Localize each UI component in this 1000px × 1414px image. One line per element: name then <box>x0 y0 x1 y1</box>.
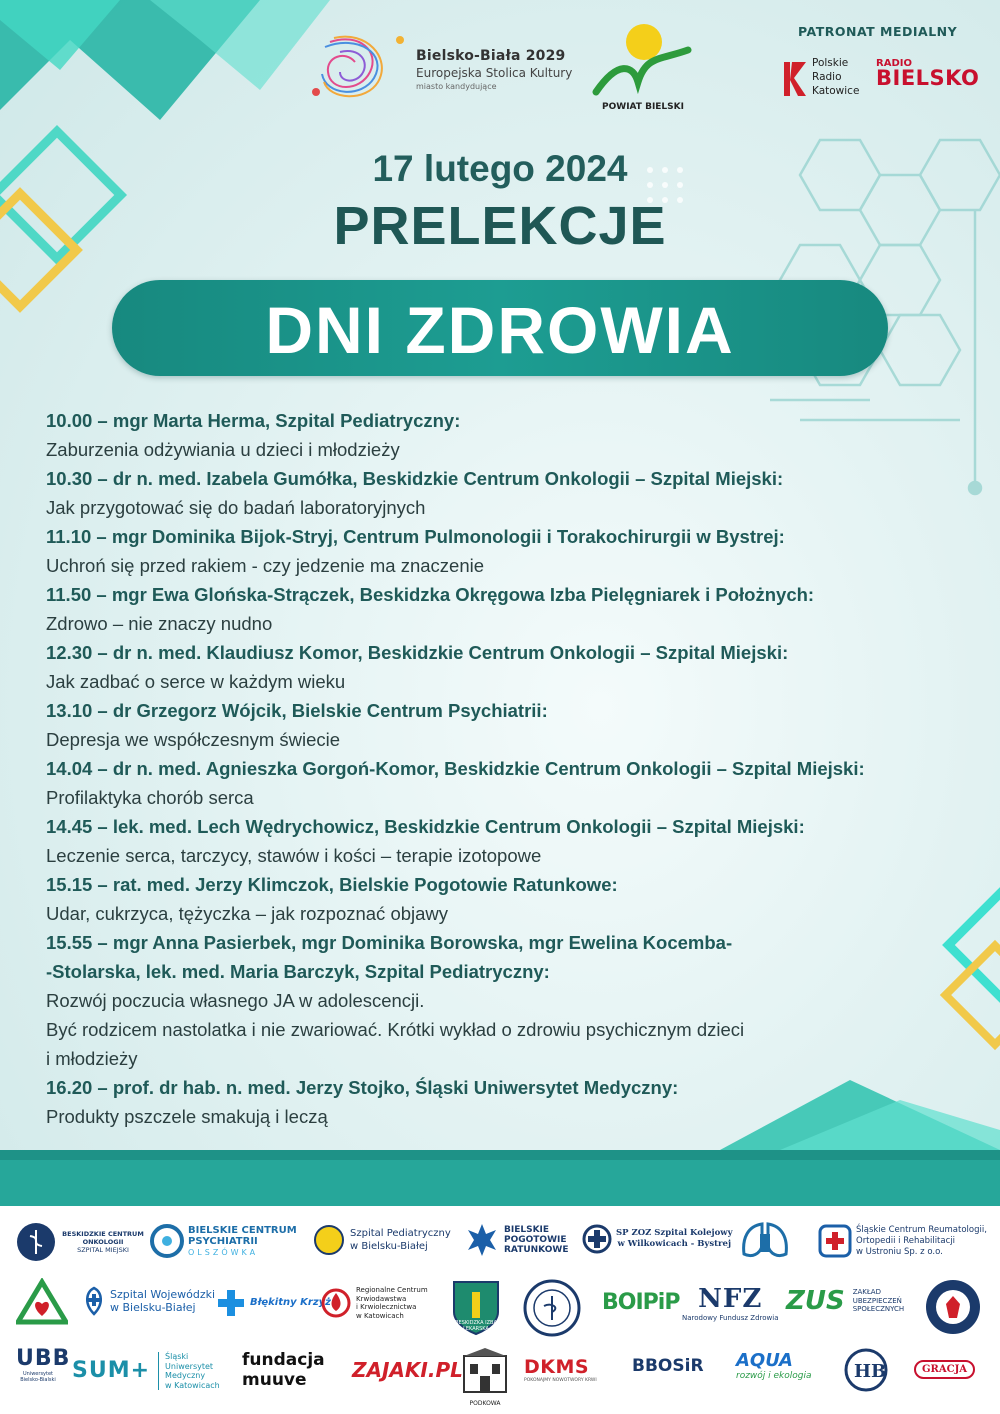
ebc2029-logo <box>300 22 580 108</box>
schedule-topic-line: i młodzieży <box>46 1048 138 1069</box>
bcp-logo <box>150 1224 297 1258</box>
schedule-topic-line: Zdrowo – nie znaczy nudno <box>46 613 273 634</box>
bco-sub: SZPITAL MIEJSKI <box>77 1246 129 1254</box>
blue-cross-icon <box>216 1288 246 1318</box>
scr-line3: w Ustroniu Sp. z o.o. <box>856 1246 943 1257</box>
bpr-line3: RATUNKOWE <box>504 1245 569 1255</box>
sp-line1: Szpital Pediatryczny <box>350 1228 451 1239</box>
fund-line2: muuve <box>242 1370 307 1390</box>
dkms-sub: POKONAJMY NOWOTWORY KRWI <box>524 1378 597 1383</box>
ebc-title: Bielsko-Biała 2029 <box>416 48 566 64</box>
sun-face-icon <box>312 1220 346 1260</box>
bbosir-logo: BBOSiR <box>632 1356 704 1376</box>
spzoz-line1: SP ZOZ Szpital Kolejowy <box>616 1228 733 1238</box>
aqua-logo <box>736 1350 812 1381</box>
powiat-sun-icon <box>588 20 698 104</box>
spzoz-logo <box>582 1224 733 1254</box>
hb-emblem-icon <box>842 1346 890 1394</box>
zus-sub2: UBEZPIECZEŃ <box>852 1296 902 1305</box>
bil-label: BESKIDZKA IZBA LEKARSKA <box>455 1320 497 1332</box>
patronat-label: PATRONAT MEDIALNY <box>798 24 958 39</box>
schedule-speaker-line: 10.30 – dr n. med. Izabela Gumółka, Beskidzkie Centrum Onkologii – Szpital Miejski: <box>46 468 784 489</box>
bcp-line1: BIELSKIE CENTRUM <box>188 1224 297 1236</box>
subtitle: PRELEKCJE <box>333 196 667 256</box>
bcp-line2: PSYCHIATRII <box>188 1235 258 1247</box>
schedule-topic-line: Zaburzenia odżywiania u dzieci i młodzieży <box>46 439 400 460</box>
boipip-circle-icon <box>522 1278 582 1338</box>
rck-line1: Regionalne Centrum <box>356 1286 428 1294</box>
ebc-small: miasto kandydujące <box>416 82 497 91</box>
ubb-logo <box>16 1346 70 1383</box>
bil-logo <box>446 1278 506 1338</box>
spzoz-line2: w Wilkowicach - Bystrej <box>617 1239 732 1249</box>
schedule-topic-line: Leczenie serca, tarczycy, stawów i kości – terapie izotopowe <box>46 845 542 866</box>
rck-line2: Krwiodawstwa <box>356 1294 407 1303</box>
schedule-speaker-line: 15.15 – rat. med. Jerzy Klimczok, Bielskie Pogotowie Ratunkowe: <box>46 874 618 895</box>
fund-line1: fundacja <box>242 1350 325 1370</box>
building-icon <box>462 1346 508 1396</box>
title-banner <box>112 280 888 376</box>
blood-drop-icon <box>320 1287 352 1319</box>
aqua-label: AQUA <box>736 1350 793 1371</box>
bpr-line1: BIELSKIE <box>504 1225 550 1235</box>
szpital-wojewodzki-logo <box>82 1286 215 1316</box>
podkowa-label: PODKOWA <box>469 1400 501 1407</box>
schedule-speaker-line: 10.00 – mgr Marta Herma, Szpital Pediatryczny: <box>46 410 461 431</box>
schedule-speaker-line: 13.10 – dr Grzegorz Wójcik, Bielskie Centrum Psychiatrii: <box>46 700 548 721</box>
dkms-label: DKMS <box>524 1356 590 1378</box>
sum-line4: w Katowicach <box>165 1380 220 1390</box>
bpr-line2: POGOTOWIE <box>504 1235 567 1245</box>
schedule-speaker-line: 14.45 – lek. med. Lech Wędrychowicz, Beskidzkie Centrum Onkologii – Szpital Miejski: <box>46 816 805 837</box>
radio-big: BIELSKO <box>876 66 980 90</box>
prk-line2: Radio <box>812 71 842 83</box>
sum-label: SUM+ <box>72 1358 151 1383</box>
ebc-swirl-icon <box>300 22 410 108</box>
bcp-icon <box>150 1224 184 1258</box>
scr-line1: Śląskie Centrum Reumatologii, <box>856 1224 987 1235</box>
schedule-topic-line: Jak zadbać o serce w każdym wieku <box>46 671 346 692</box>
event-date: 17 lutego 2024 <box>372 148 628 189</box>
bco-name: BESKIDZKIE CENTRUM ONKOLOGII <box>62 1230 144 1246</box>
radio-small: RADIO <box>876 58 912 69</box>
header <box>0 0 1000 120</box>
eagle-seal-icon <box>924 1278 982 1336</box>
prk-line1: Polskie <box>812 57 849 69</box>
dkms-logo <box>524 1356 597 1383</box>
schedule-topic-line: Produkty pszczele smakują i leczą <box>46 1106 328 1127</box>
nfz-logo <box>682 1284 779 1322</box>
schedule-topic-line: Uchroń się przed rakiem - czy jedzenie ma znaczenie <box>46 555 485 576</box>
svg-text:HB: HB <box>854 1361 887 1382</box>
rckik-logo <box>320 1286 428 1320</box>
powiat-bielski-logo <box>588 20 698 116</box>
blekitny-krzyz-logo <box>216 1288 331 1318</box>
schedule-speaker-line: 11.50 – mgr Ewa Glońska-Strączek, Beskidzka Okręgowa Izba Pielęgniarek i Położnych: <box>46 584 815 605</box>
sum-line3: Medyczny <box>165 1371 206 1380</box>
rck-line4: w Katowicach <box>356 1311 404 1320</box>
lungs-icon <box>738 1218 792 1262</box>
scr-cross-icon <box>818 1224 852 1258</box>
polskie-radio-katowice-logo <box>780 56 870 100</box>
bco-logo <box>16 1222 146 1262</box>
schedule-speaker-line: 11.10 – mgr Dominika Bijok-Stryj, Centrum Pulmonologii i Torakochirurgii w Bystrej: <box>46 526 785 547</box>
schedule-speaker-line: 15.55 – mgr Anna Pasierbek, mgr Dominika Borowska, mgr Ewelina Kocemba- <box>46 932 733 953</box>
mountain-heart-icon <box>16 1278 68 1328</box>
boip-logo: BOIPiP <box>602 1290 680 1315</box>
schedule-topic-line: Być rodzicem nastolatka i nie zwariować. Krótki wykład o zdrowiu psychicznym dzieci <box>46 1019 745 1040</box>
schedule-topic-line: Jak przygotować się do badań laboratoryjnych <box>46 497 426 518</box>
schedule-speaker-line: 16.20 – prof. dr hab. n. med. Jerzy Stojko, Śląski Uniwersytet Medyczny: <box>46 1077 679 1098</box>
scr-logo <box>818 1224 987 1258</box>
cross-circle-icon <box>582 1224 612 1254</box>
zajaki-logo: ZAJAKI.PL <box>352 1358 463 1382</box>
schedule <box>46 406 966 1131</box>
bcp-line3: OLSZÓWKA <box>188 1247 259 1257</box>
sum-line2: Uniwersytet <box>165 1361 214 1371</box>
sw-cross-icon <box>82 1286 106 1316</box>
sum-logo <box>72 1352 220 1390</box>
page-title: DNI ZDROWIA <box>265 293 735 367</box>
ebc-subtitle: Europejska Stolica Kultury <box>416 66 573 80</box>
szpital-pediatryczny-logo <box>312 1220 451 1260</box>
pis-logo <box>924 1278 982 1336</box>
powiat-label: POWIAT BIELSKI <box>602 102 684 112</box>
zus-sub3: SPOŁECZNYCH <box>852 1305 905 1313</box>
bk-label: Błękitny Krzyż <box>250 1297 331 1308</box>
radio-bielsko-logo <box>876 58 986 98</box>
caduceus-icon <box>16 1222 56 1262</box>
bpr-logo <box>464 1222 568 1258</box>
schedule-speaker-line: 14.04 – dr n. med. Agnieszka Gorgoń-Komor, Beskidzkie Centrum Onkologii – Szpital Miejski: <box>46 758 865 779</box>
ubb-sub: Uniwersytet Bielsko-Bialski <box>20 1371 56 1383</box>
fundacja-muuve-logo <box>242 1350 325 1390</box>
sw-line2: w Bielsku-Białej <box>110 1301 196 1314</box>
prk-line3: Katowice <box>812 85 860 97</box>
schedule-speaker-line: 12.30 – dr n. med. Klaudiusz Komor, Beskidzkie Centrum Onkologii – Szpital Miejski: <box>46 642 789 663</box>
star-of-life-icon <box>464 1222 500 1258</box>
schedule-speaker-line: -Stolarska, lek. med. Maria Barczyk, Szpital Pediatryczny: <box>46 961 550 982</box>
schedule-topic-line: Udar, cukrzyca, tężyczka – jak rozpoznać objawy <box>46 903 449 924</box>
rck-line3: i Krwiolecznictwa <box>356 1303 417 1311</box>
zus-label: ZUS <box>786 1285 845 1316</box>
sum-line1: Śląski <box>165 1352 189 1361</box>
nfz-sub: Narodowy Fundusz Zdrowia <box>682 1314 779 1322</box>
sp-line2: w Bielsku-Białej <box>350 1241 428 1252</box>
zus-logo <box>786 1285 905 1316</box>
podkowa-logo <box>462 1346 508 1407</box>
schedule-topic-line: Depresja we współczesnym świecie <box>46 729 341 750</box>
sw-line1: Szpital Wojewódzki <box>110 1288 216 1301</box>
ubb-label: UBB <box>16 1346 71 1371</box>
partners-footer <box>0 1206 1000 1414</box>
nfz-label: NFZ <box>698 1284 763 1314</box>
prk-icon <box>780 60 808 98</box>
schedule-topic-line: Profilaktyka chorób serca <box>46 787 254 808</box>
aqua-sub: rozwój i ekologia <box>736 1371 812 1381</box>
schedule-topic-line: Rozwój poczucia własnego JA w adolescencji. <box>46 990 425 1011</box>
gracja-logo: GRACJA <box>914 1360 975 1379</box>
scr-line2: Ortopedii i Rehabilitacji <box>856 1235 955 1246</box>
zus-sub1: ZAKŁAD <box>852 1288 881 1296</box>
